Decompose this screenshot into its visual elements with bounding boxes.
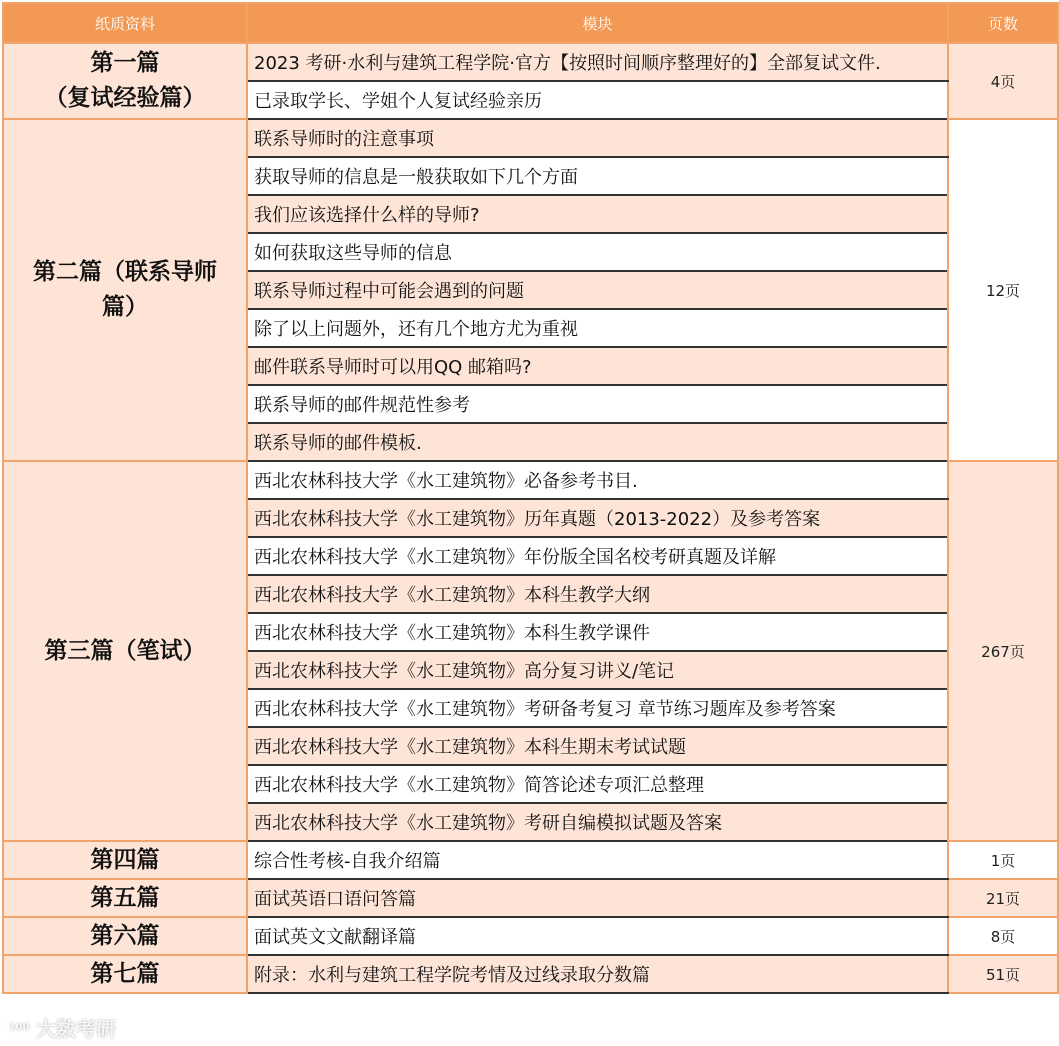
section-title-4: 第四篇 bbox=[3, 841, 247, 879]
header-row bbox=[3, 3, 1058, 43]
section-title-1 bbox=[3, 43, 247, 119]
section-title-line: （复试经验篇） bbox=[44, 85, 206, 111]
section-title-7: 第七篇 bbox=[3, 955, 247, 993]
section-title-5: 第五篇 bbox=[3, 879, 247, 917]
page-count: 51页 bbox=[948, 955, 1058, 993]
module-item: 西北农林科技大学《水工建筑物》本科生教学大纲 bbox=[247, 575, 948, 613]
page-count: 8页 bbox=[948, 917, 1058, 955]
watermark bbox=[6, 1013, 116, 1042]
module-item: 联系导师的邮件规范性参考 bbox=[247, 385, 948, 423]
module-item: 已录取学长、学姐个人复试经验亲历 bbox=[247, 81, 948, 119]
module-item: 面试英语口语问答篇 bbox=[247, 879, 948, 917]
module-item: 西北农林科技大学《水工建筑物》年份版全国名校考研真题及详解 bbox=[247, 537, 948, 575]
watermark-text: 大数考研 bbox=[36, 1017, 116, 1041]
section-title-2 bbox=[3, 119, 247, 461]
module-item: 联系导师过程中可能会遇到的问题 bbox=[247, 271, 948, 309]
module-item: 西北农林科技大学《水工建筑物》本科生教学课件 bbox=[247, 613, 948, 651]
page-count: 12页 bbox=[948, 119, 1058, 461]
table-row bbox=[3, 879, 1058, 917]
module-item: 联系导师的邮件模板. bbox=[247, 423, 948, 461]
module-item: 如何获取这些导师的信息 bbox=[247, 233, 948, 271]
module-item: 西北农林科技大学《水工建筑物》考研自编模拟试题及答案 bbox=[247, 803, 948, 841]
section-title-6: 第六篇 bbox=[3, 917, 247, 955]
table-row bbox=[3, 461, 1058, 499]
module-item: 2023 考研·水利与建筑工程学院·官方【按照时间顺序整理好的】全部复试文件. bbox=[247, 43, 948, 81]
page-count: 1页 bbox=[948, 841, 1058, 879]
page-count: 4页 bbox=[948, 43, 1058, 119]
page-count: 267页 bbox=[948, 461, 1058, 841]
module-item: 联系导师时的注意事项 bbox=[247, 119, 948, 157]
table-row bbox=[3, 917, 1058, 955]
module-item: 综合性考核-自我介绍篇 bbox=[247, 841, 948, 879]
module-item: 附录：水利与建筑工程学院考情及过线录取分数篇 bbox=[247, 955, 948, 993]
materials-table bbox=[2, 2, 1059, 994]
section-title-line: 第三篇（笔试） bbox=[44, 637, 206, 664]
table-row bbox=[3, 955, 1058, 993]
module-item: 邮件联系导师时可以用QQ 邮箱吗? bbox=[247, 347, 948, 385]
module-item: 除了以上问题外，还有几个地方尤为重视 bbox=[247, 309, 948, 347]
section-title-line: 篇） bbox=[102, 294, 148, 320]
header-module: 模块 bbox=[247, 3, 948, 43]
table-row bbox=[3, 119, 1058, 157]
module-item: 西北农林科技大学《水工建筑物》高分复习讲义/笔记 bbox=[247, 651, 948, 689]
table-row bbox=[3, 43, 1058, 81]
module-item: 西北农林科技大学《水工建筑物》本科生期末考试试题 bbox=[247, 727, 948, 765]
section-title-line: 第一篇 bbox=[90, 50, 160, 76]
header-material: 纸质资料 bbox=[3, 3, 247, 43]
page-count: 21页 bbox=[948, 879, 1058, 917]
section-title-line: 第二篇（联系导师 bbox=[33, 259, 217, 285]
module-item: 西北农林科技大学《水工建筑物》必备参考书目. bbox=[247, 461, 948, 499]
module-item: 西北农林科技大学《水工建筑物》简答论述专项汇总整理 bbox=[247, 765, 948, 803]
module-item: 西北农林科技大学《水工建筑物》历年真题（2013-2022）及参考答案 bbox=[247, 499, 948, 537]
module-item: 面试英文文献翻译篇 bbox=[247, 917, 948, 955]
module-item: 西北农林科技大学《水工建筑物》考研备考复习 章节练习题库及参考答案 bbox=[247, 689, 948, 727]
logo-icon: 100 bbox=[6, 1015, 32, 1041]
module-item: 我们应该选择什么样的导师? bbox=[247, 195, 948, 233]
module-item: 获取导师的信息是一般获取如下几个方面 bbox=[247, 157, 948, 195]
section-title-3 bbox=[3, 461, 247, 841]
table-row bbox=[3, 841, 1058, 879]
header-pages: 页数 bbox=[948, 3, 1058, 43]
